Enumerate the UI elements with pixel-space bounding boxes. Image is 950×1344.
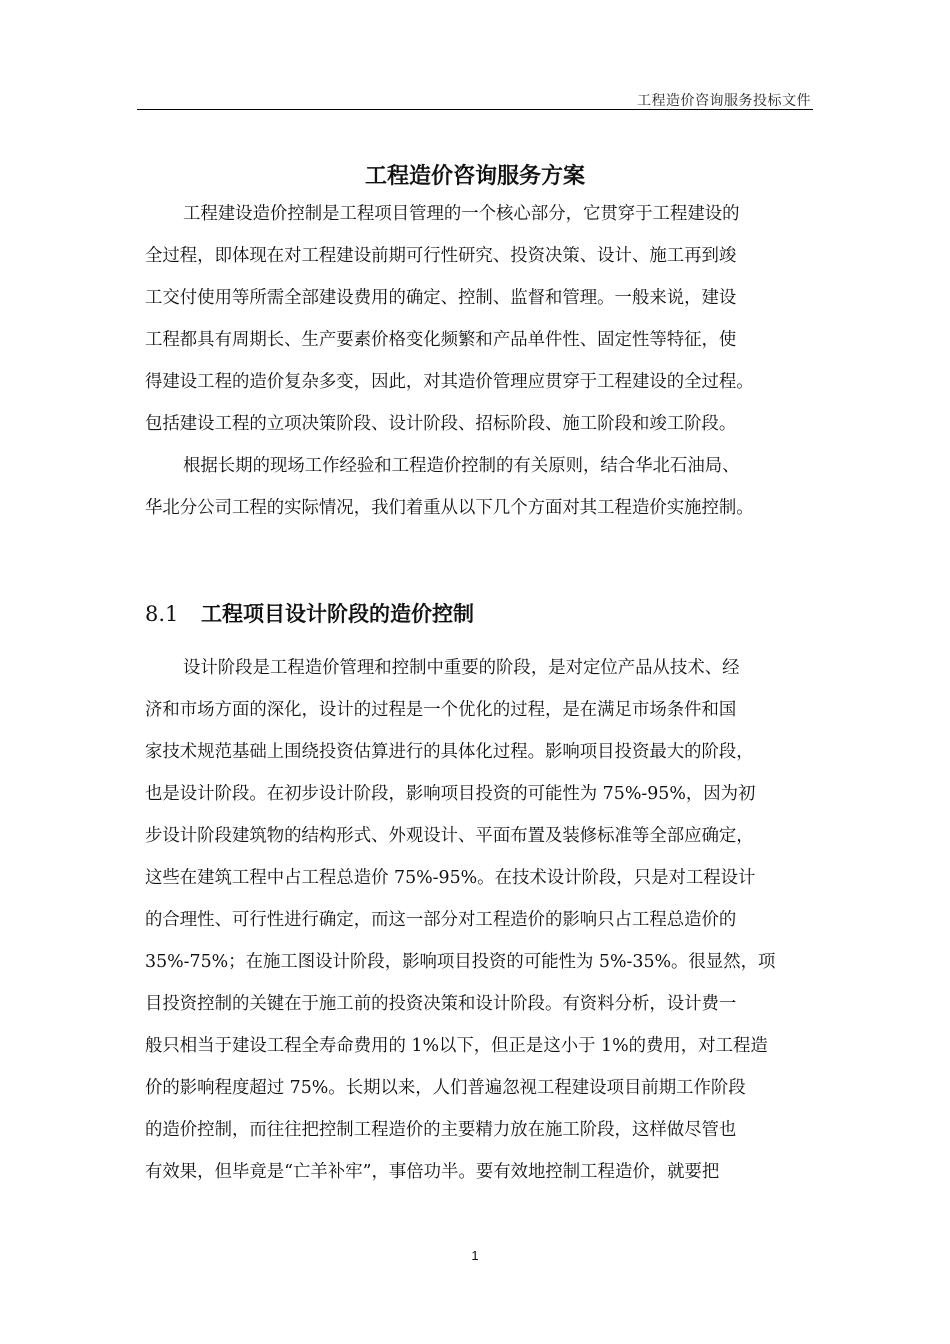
intro-line: 得建设工程的造价复杂多变，因此，对其造价管理应贯穿于工程建设的全过程。 [145, 372, 754, 392]
document-title: 工程造价咨询服务方案 [364, 163, 585, 189]
intro-line: 工程都具有周期长、生产要素价格变化频繁和产品单件性、固定性等特征，使 [145, 330, 737, 350]
section-line: 家技术规范基础上围绕投资估算进行的具体化过程。影响项目投资最大的阶段， [145, 742, 754, 762]
section-line: 设计阶段是工程造价管理和控制中重要的阶段，是对定位产品从技术、经 [183, 658, 740, 678]
section-line: 般只相当于建设工程全寿命费用的 1%以下，但正是这小于 1%的费用，对工程造 [145, 1036, 768, 1056]
section-line: 价的影响程度超过 75%。长期以来，人们普遍忽视工程建设项目前期工作阶段 [145, 1078, 746, 1098]
intro-line: 华北分公司工程的实际情况，我们着重从以下几个方面对其工程造价实施控制。 [145, 498, 754, 518]
page-number: 1 [471, 1248, 479, 1263]
section-line: 步设计阶段建筑物的结构形式、外观设计、平面布置及装修标准等全部应确定， [145, 826, 754, 846]
section-line: 也是设计阶段。在初步设计阶段，影响项目投资的可能性为 75%-95%，因为初 [145, 784, 756, 804]
intro-line: 根据长期的现场工作经验和工程造价控制的有关原则，结合华北石油局、 [183, 456, 740, 476]
header-divider [137, 109, 813, 110]
section-line: 这些在建筑工程中占工程总造价 75%-95%。在技术设计阶段，只是对工程设计 [145, 868, 756, 888]
section-title: 工程项目设计阶段的造价控制 [201, 601, 474, 626]
section-line: 有效果，但毕竟是“亡羊补牢”，事倍功半。要有效地控制工程造价，就要把 [145, 1162, 720, 1182]
section-number: 8.1 [145, 602, 179, 626]
section-line: 的合理性、可行性进行确定，而这一部分对工程造价的影响只占工程总造价的 [145, 910, 737, 930]
running-header: 工程造价咨询服务投标文件 [637, 93, 811, 109]
intro-line: 工交付使用等所需全部建设费用的确定、控制、监督和管理。一般来说，建设 [145, 288, 737, 308]
section-heading [145, 600, 474, 628]
section-line: 济和市场方面的深化，设计的过程是一个优化的过程，是在满足市场条件和国 [145, 700, 737, 720]
intro-line: 工程建设造价控制是工程项目管理的一个核心部分，它贯穿于工程建设的 [183, 204, 740, 224]
section-line: 目投资控制的关键在于施工前的投资决策和设计阶段。有资料分析，设计费一 [145, 994, 737, 1014]
intro-line: 包括建设工程的立项决策阶段、设计阶段、招标阶段、施工阶段和竣工阶段。 [145, 414, 737, 434]
section-line: 35%-75%；在施工图设计阶段，影响项目投资的可能性为 5%-35%。很显然，项 [145, 952, 776, 972]
intro-line: 全过程，即体现在对工程建设前期可行性研究、投资决策、设计、施工再到竣 [145, 246, 737, 266]
section-line: 的造价控制，而往往把控制工程造价的主要精力放在施工阶段，这样做尽管也 [145, 1120, 737, 1140]
